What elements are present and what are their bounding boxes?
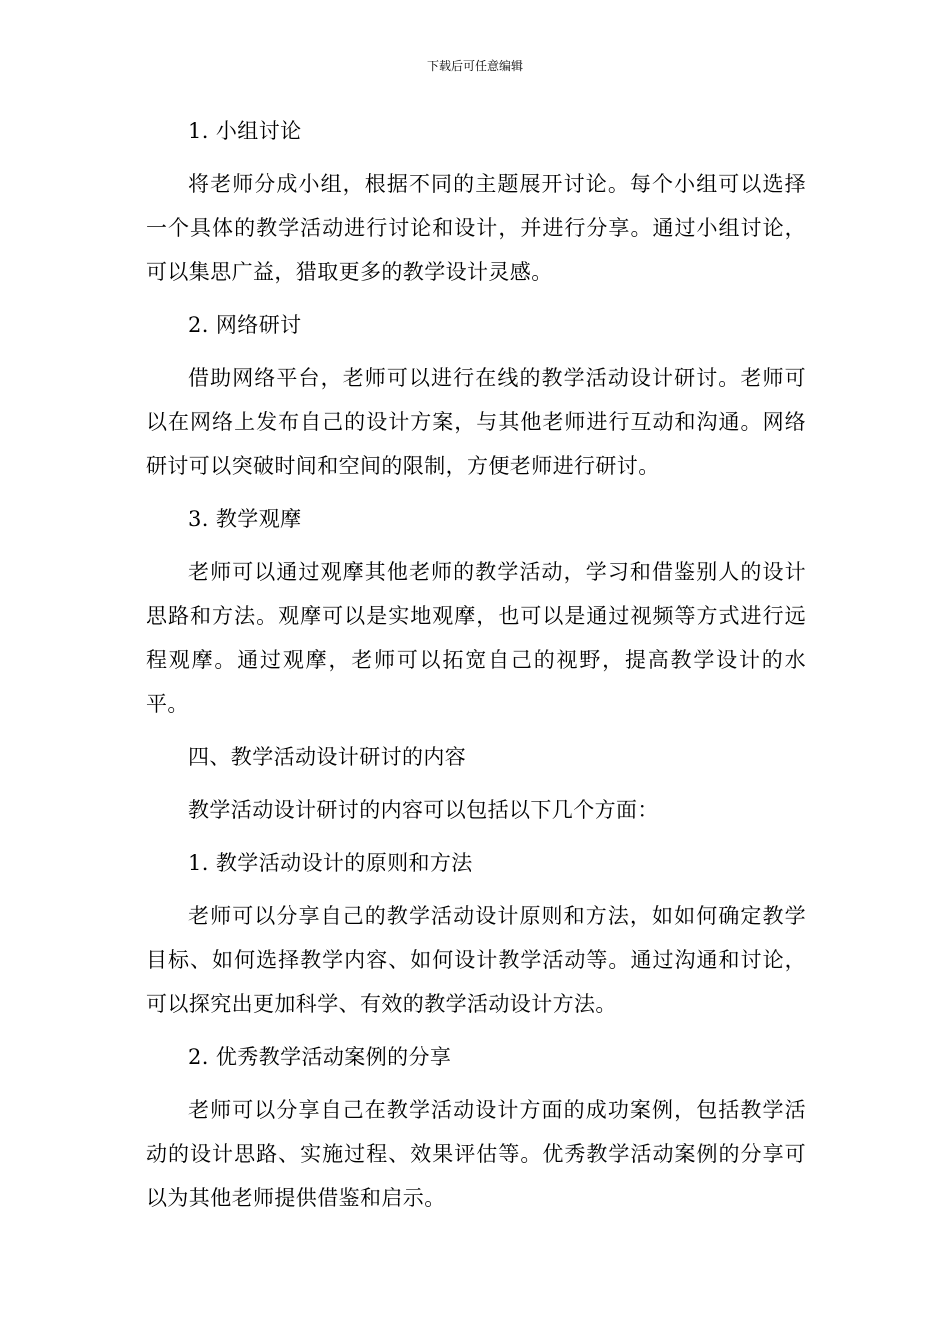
- heading-teaching-observation: 3. 教学观摩: [188, 507, 302, 531]
- page-header-note: 下载后可任意编辑: [426, 59, 523, 73]
- paragraph-teaching-observation: 老师可以通过观摩其他老师的教学活动，学习和借鉴别人的设计思路和方法。观摩可以是实地观摩，也可以是通过视频等方式进行远程观摩。通过观摩，老师可以拓宽自己的视野，提高教学设计的水平。: [146, 560, 806, 716]
- section-heading-content: 四、教学活动设计研讨的内容: [188, 745, 467, 769]
- paragraph-content-intro: 教学活动设计研讨的内容可以包括以下几个方面：: [188, 798, 659, 822]
- paragraph-group-discussion: 将老师分成小组，根据不同的主题展开讨论。每个小组可以选择一个具体的教学活动进行讨论和设计，并进行分享。通过小组讨论，可以集思广益，猎取更多的教学设计灵感。: [146, 172, 806, 284]
- paragraph-case-sharing: 老师可以分享自己在教学活动设计方面的成功案例，包括教学活动的设计思路、实施过程、效果评估等。优秀教学活动案例的分享可以为其他老师提供借鉴和启示。: [146, 1098, 806, 1210]
- document-body: [146, 109, 806, 1229]
- heading-group-discussion: 1. 小组讨论: [188, 119, 302, 143]
- paragraph-design-principles: 老师可以分享自己的教学活动设计原则和方法，如如何确定教学目标、如何选择教学内容、如何设计教学活动等。通过沟通和讨论，可以探究出更加科学、有效的教学活动设计方法。: [146, 904, 806, 1016]
- heading-online-seminar: 2. 网络研讨: [188, 313, 302, 337]
- heading-case-sharing: 2. 优秀教学活动案例的分享: [188, 1045, 452, 1069]
- heading-design-principles: 1. 教学活动设计的原则和方法: [188, 851, 473, 875]
- paragraph-online-seminar: 借助网络平台，老师可以进行在线的教学活动设计研讨。老师可以在网络上发布自己的设计方案，与其他老师进行互动和沟通。网络研讨可以突破时间和空间的限制，方便老师进行研讨。: [146, 366, 806, 478]
